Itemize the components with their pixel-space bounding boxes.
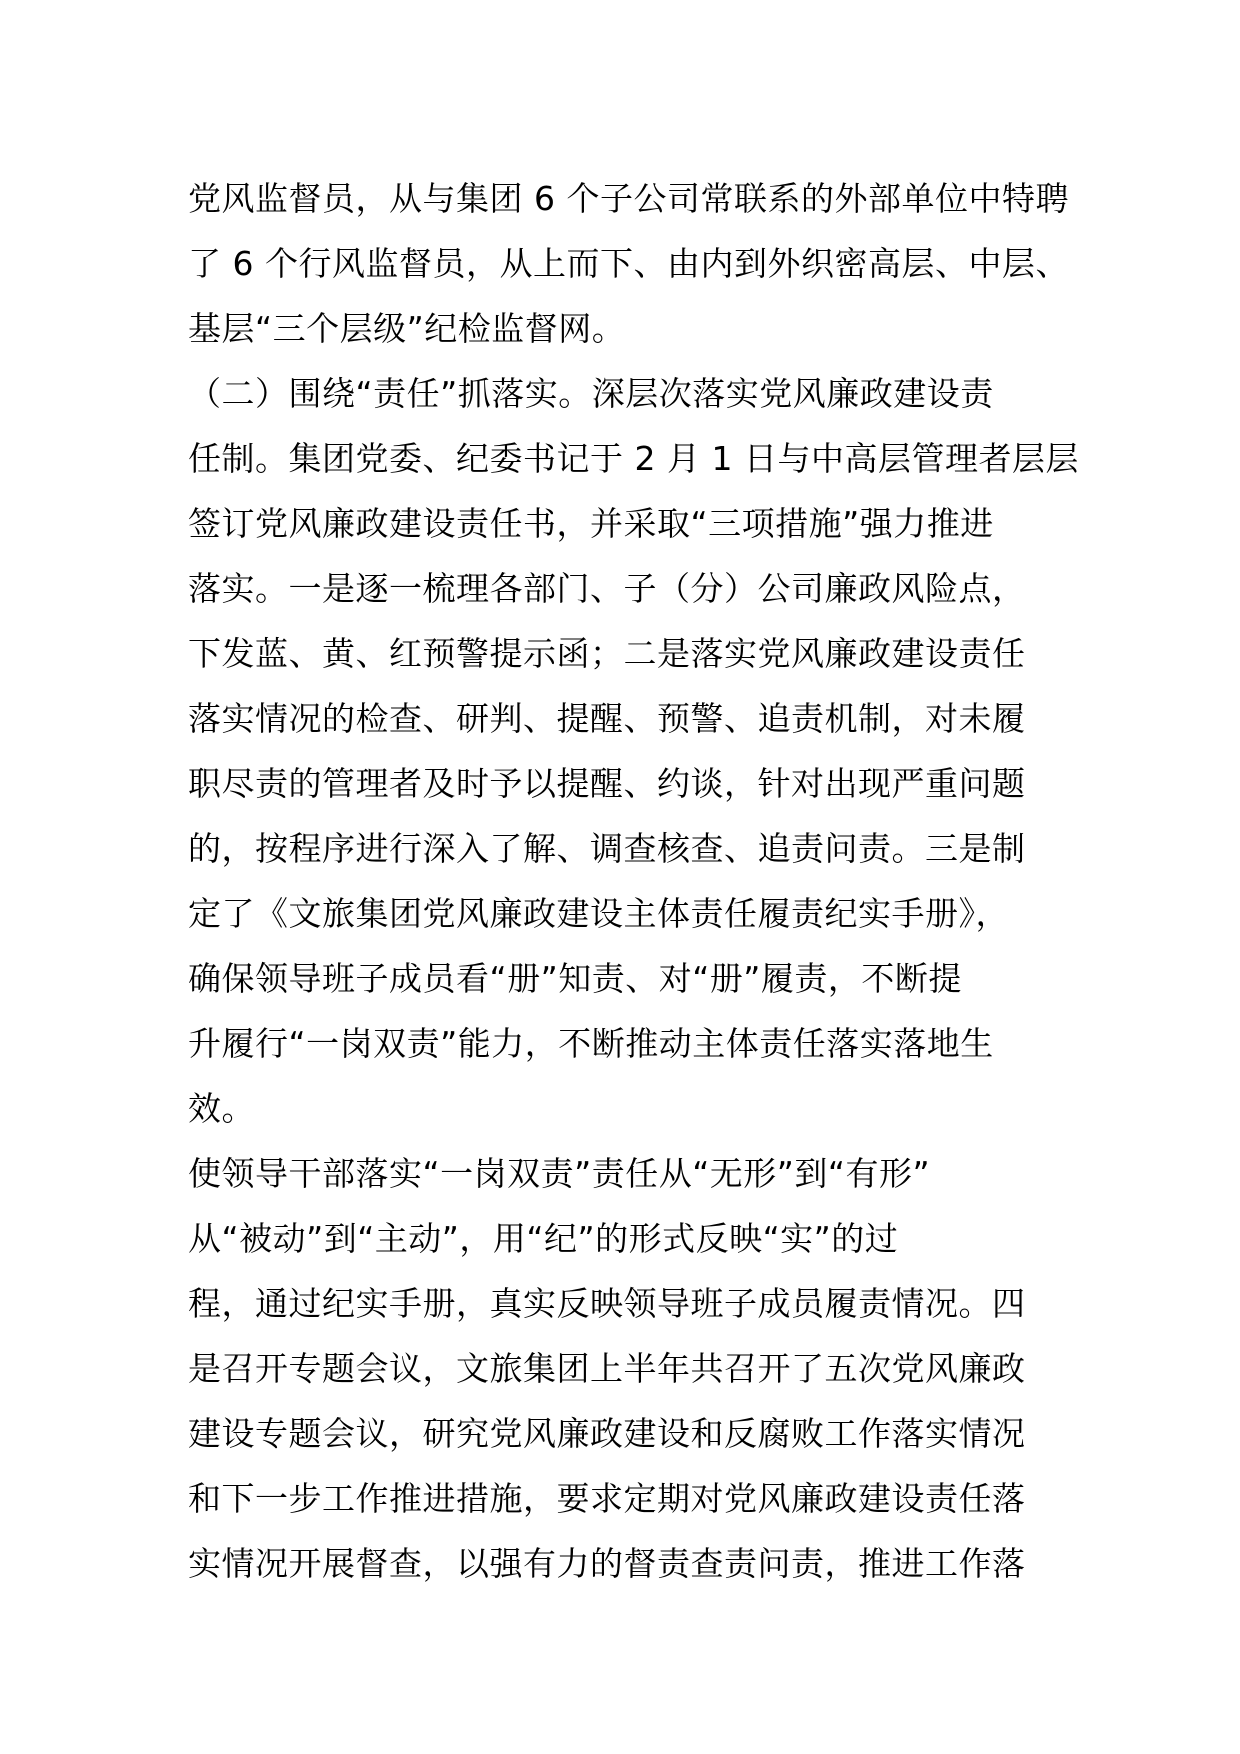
text-line: 是召开专题会议，文旅集团上半年共召开了五次党风廉政	[188, 1349, 1026, 1388]
text-line: 基层“三个层级”纪检监督网。	[188, 309, 626, 348]
text-line: （二）围绕“责任”抓落实。深层次落实党风廉政建设责	[188, 374, 994, 413]
text-line: 建设专题会议，研究党风廉政建设和反腐败工作落实情况	[188, 1414, 1026, 1453]
text-line: 了 6 个行风监督员，从上而下、由内到外织密高层、中层、	[188, 244, 1069, 283]
text-line: 落实情况的检查、研判、提醒、预警、追责机制，对未履	[188, 699, 1026, 738]
text-line: 升履行“一岗双责”能力，不断推动主体责任落实落地生	[188, 1024, 994, 1063]
text-line: 任制。集团党委、纪委书记于 2 月 1 日与中高层管理者层层	[188, 439, 1079, 478]
text-line: 定了《文旅集团党风廉政建设主体责任履责纪实手册》，	[188, 894, 1009, 933]
text-line: 落实。一是逐一梳理各部门、子（分）公司廉政风险点，	[188, 569, 1026, 608]
text-line: 党风监督员，从与集团 6 个子公司常联系的外部单位中特聘	[188, 179, 1069, 218]
text-line: 签订党风廉政建设责任书，并采取“三项措施”强力推进	[188, 504, 994, 543]
text-line: 下发蓝、黄、红预警提示函；二是落实党风廉政建设责任	[188, 634, 1026, 673]
text-line: 和下一步工作推进措施，要求定期对党风廉政建设责任落	[188, 1479, 1026, 1518]
text-line: 的，按程序进行深入了解、调查核查、追责问责。三是制	[188, 829, 1026, 868]
text-line: 确保领导班子成员看“册”知责、对“册”履责，不断提	[188, 959, 962, 998]
text-line: 职尽责的管理者及时予以提醒、约谈，针对出现严重问题	[188, 764, 1026, 803]
body-text	[188, 166, 1079, 1596]
text-line: 实情况开展督查，以强有力的督责查责问责，推进工作落	[188, 1544, 1026, 1583]
text-line: 程，通过纪实手册，真实反映领导班子成员履责情况。四	[188, 1284, 1026, 1323]
text-line: 效。	[188, 1089, 255, 1128]
text-line: 使领导干部落实“一岗双责”责任从“无形”到“有形”	[188, 1154, 931, 1193]
text-line: 从“被动”到“主动”，用“纪”的形式反映“实”的过	[188, 1219, 899, 1258]
